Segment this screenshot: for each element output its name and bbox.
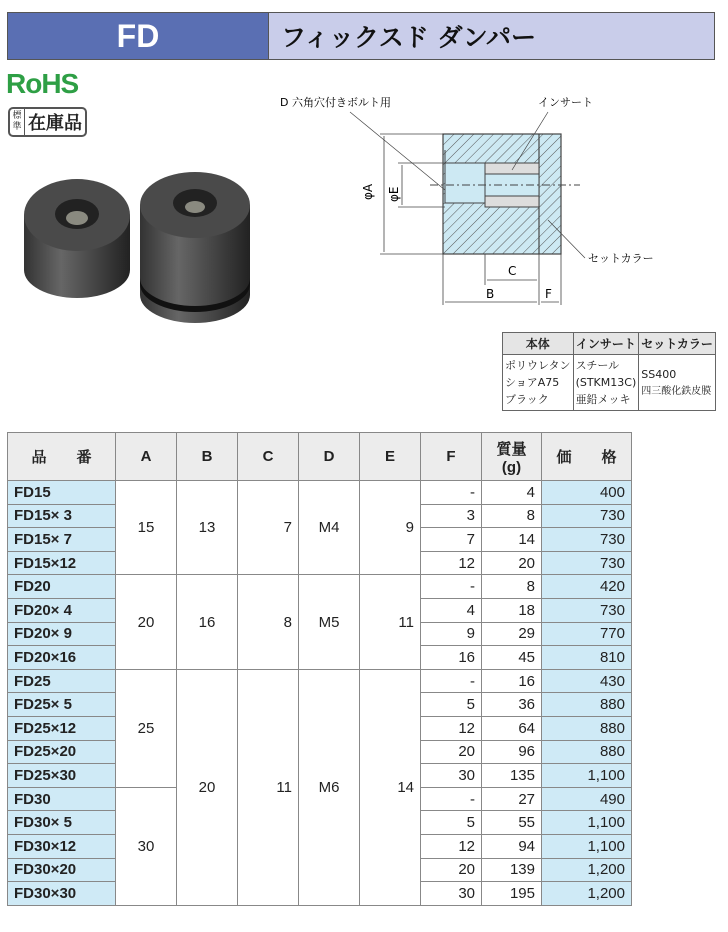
material-line: ショアA75 (505, 376, 560, 389)
cell-mass: 55 (482, 811, 542, 835)
cell-c: 11 (238, 669, 299, 905)
mass-header-unit: (g) (501, 458, 522, 476)
cell-price: 770 (542, 622, 632, 646)
col-header-a: A (116, 433, 177, 481)
cell-mass: 8 (482, 504, 542, 528)
cell-mass: 36 (482, 693, 542, 717)
cell-e: 14 (360, 669, 421, 905)
part-number: FD30×20 (8, 858, 116, 882)
material-line: (STKM13C) (575, 376, 637, 389)
cell-price: 730 (542, 528, 632, 552)
material-line: スチール (575, 359, 620, 372)
cell-mass: 29 (482, 622, 542, 646)
part-number: FD20 (8, 575, 116, 599)
cell-a: 25 (116, 669, 177, 787)
cell-f: 3 (421, 504, 482, 528)
collar-label: セットカラー (588, 252, 654, 265)
material-line: ブラック (505, 393, 549, 406)
part-number: FD20× 9 (8, 622, 116, 646)
cell-a: 20 (116, 575, 177, 669)
table-row (8, 481, 632, 505)
cell-d: M5 (299, 575, 360, 669)
dim-f-label: F (545, 287, 552, 301)
cell-price: 1,200 (542, 858, 632, 882)
cell-b: 16 (177, 575, 238, 669)
cell-price: 880 (542, 740, 632, 764)
cell-mass: 139 (482, 858, 542, 882)
cell-mass: 4 (482, 481, 542, 505)
cell-price: 730 (542, 551, 632, 575)
table-row (8, 575, 632, 599)
mass-header-line: 質量 (496, 440, 527, 458)
cell-price: 490 (542, 787, 632, 811)
col-header-price: 価 格 (542, 433, 632, 481)
cell-mass: 8 (482, 575, 542, 599)
material-line: ポリウレタン (505, 359, 571, 372)
part-number: FD15× 7 (8, 528, 116, 552)
cell-price: 880 (542, 693, 632, 717)
cell-price: 1,200 (542, 882, 632, 906)
material-line: 亜鉛メッキ (575, 393, 631, 406)
stock-badge-text: 在庫品 (28, 113, 82, 134)
dim-a-label: φA (361, 183, 375, 200)
material-body (503, 355, 574, 411)
cell-b: 20 (177, 669, 238, 905)
cell-f: 9 (421, 622, 482, 646)
col-header-d: D (299, 433, 360, 481)
cell-price: 1,100 (542, 764, 632, 788)
cell-price: 430 (542, 669, 632, 693)
col-header-e: E (360, 433, 421, 481)
part-number: FD30 (8, 787, 116, 811)
damper-tall-image (140, 172, 250, 323)
cell-mass: 96 (482, 740, 542, 764)
cell-mass: 45 (482, 646, 542, 670)
cell-f: - (421, 481, 482, 505)
table-row (8, 669, 632, 693)
product-code: FD (8, 13, 269, 59)
stock-badge (8, 107, 87, 137)
col-header-part: 品 番 (8, 433, 116, 481)
stock-badge-char: 標 (12, 111, 22, 121)
cell-d: M6 (299, 669, 360, 905)
part-number: FD20×16 (8, 646, 116, 670)
dim-c-label: C (508, 264, 517, 278)
col-header-mass (482, 433, 542, 481)
title-bar (7, 12, 715, 60)
material-header: インサート (573, 333, 639, 355)
cell-f: 12 (421, 834, 482, 858)
cell-price: 880 (542, 716, 632, 740)
material-insert (573, 355, 639, 411)
cell-mass: 94 (482, 834, 542, 858)
cell-f: 20 (421, 858, 482, 882)
col-header-f: F (421, 433, 482, 481)
cell-f: 30 (421, 882, 482, 906)
stock-badge-char: 準 (12, 122, 22, 132)
part-number: FD20× 4 (8, 598, 116, 622)
cell-price: 1,100 (542, 811, 632, 835)
part-number: FD30×12 (8, 834, 116, 858)
bolt-hole (445, 163, 485, 203)
spec-table (7, 432, 632, 906)
cell-mass: 27 (482, 787, 542, 811)
product-photo (18, 160, 268, 340)
part-number: FD25 (8, 669, 116, 693)
product-name: フィックスド ダンパー (269, 13, 714, 59)
part-number: FD30× 5 (8, 811, 116, 835)
cell-d: M4 (299, 481, 360, 575)
cell-f: - (421, 787, 482, 811)
part-number: FD15× 3 (8, 504, 116, 528)
material-table (502, 332, 716, 411)
cell-f: 16 (421, 646, 482, 670)
cell-mass: 135 (482, 764, 542, 788)
cell-price: 420 (542, 575, 632, 599)
cell-f: 5 (421, 811, 482, 835)
part-number: FD25×30 (8, 764, 116, 788)
cell-e: 11 (360, 575, 421, 669)
material-line: 四三酸化鉄皮膜 (641, 385, 712, 397)
cell-mass: 195 (482, 882, 542, 906)
cell-f: 12 (421, 716, 482, 740)
part-number: FD15×12 (8, 551, 116, 575)
part-number: FD25× 5 (8, 693, 116, 717)
dim-b-label: B (486, 287, 495, 301)
material-header: セットカラー (639, 333, 716, 355)
cell-price: 730 (542, 504, 632, 528)
cell-mass: 64 (482, 716, 542, 740)
cell-f: 5 (421, 693, 482, 717)
cell-price: 1,100 (542, 834, 632, 858)
cell-a: 30 (116, 787, 177, 905)
cell-price: 810 (542, 646, 632, 670)
dimension-drawing (280, 90, 700, 315)
cell-c: 7 (238, 481, 299, 575)
cell-f: 7 (421, 528, 482, 552)
cell-f: 20 (421, 740, 482, 764)
material-line: SS400 (641, 367, 677, 381)
col-header-b: B (177, 433, 238, 481)
part-number: FD25×20 (8, 740, 116, 764)
damper-short-image (24, 179, 130, 298)
part-number: FD15 (8, 481, 116, 505)
cell-b: 13 (177, 481, 238, 575)
cell-f: 30 (421, 764, 482, 788)
cell-f: - (421, 575, 482, 599)
insert-label: インサート (538, 96, 593, 109)
cell-f: - (421, 669, 482, 693)
cell-mass: 20 (482, 551, 542, 575)
part-number: FD25×12 (8, 716, 116, 740)
cell-a: 15 (116, 481, 177, 575)
bolt-label: D 六角穴付きボルト用 (280, 96, 391, 109)
cell-price: 400 (542, 481, 632, 505)
cell-price: 730 (542, 598, 632, 622)
cell-f: 4 (421, 598, 482, 622)
cell-mass: 14 (482, 528, 542, 552)
cell-e: 9 (360, 481, 421, 575)
cell-c: 8 (238, 575, 299, 669)
cell-mass: 16 (482, 669, 542, 693)
col-header-c: C (238, 433, 299, 481)
material-header: 本体 (503, 333, 574, 355)
rohs-logo: RoHS (6, 68, 79, 99)
dim-e-label: φE (387, 186, 401, 202)
cell-f: 12 (421, 551, 482, 575)
cell-mass: 18 (482, 598, 542, 622)
part-number: FD30×30 (8, 882, 116, 906)
material-collar (639, 355, 716, 411)
